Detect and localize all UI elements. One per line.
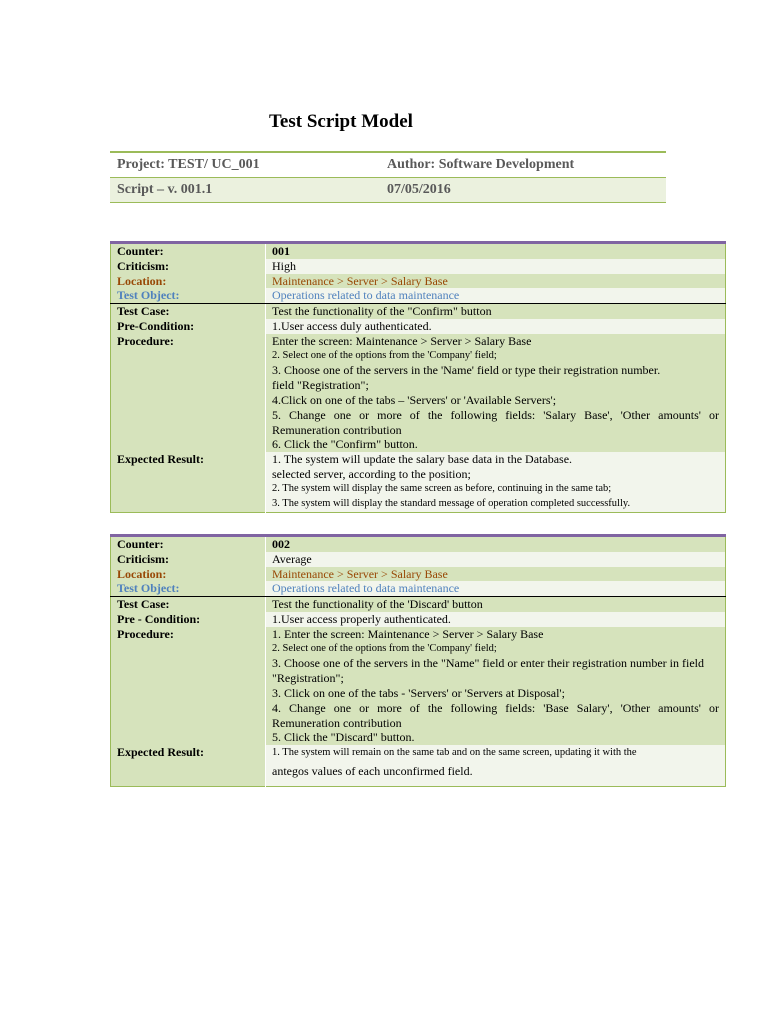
- project-label: Project: TEST/ UC_001: [110, 152, 380, 178]
- counter-value: 001: [266, 243, 726, 259]
- precondition-label: Pre - Condition:: [111, 612, 266, 627]
- procedure-step: field "Registration";: [272, 378, 369, 393]
- test-object-label: Test Object:: [111, 581, 266, 596]
- procedure-step: 5. Click the "Discard" button.: [272, 730, 415, 745]
- expected-item: 1. The system will update the salary base data in the Database.: [272, 452, 573, 467]
- script-version: Script – v. 001.1: [110, 178, 380, 203]
- expected-results: [266, 745, 726, 787]
- expected-item: selected server, according to the position;: [272, 466, 471, 481]
- procedure-label: Procedure:: [111, 334, 266, 452]
- criticism-label: Criticism:: [111, 259, 266, 274]
- test-table-001: [110, 241, 726, 513]
- precondition-label: Pre-Condition:: [111, 319, 266, 334]
- expected-item: antegos values of each unconfirmed field.: [272, 763, 473, 778]
- counter-label: Counter:: [111, 243, 266, 259]
- procedure-step: 2. Select one of the options from the 'Company' field;: [272, 349, 497, 361]
- procedure-step: 3. Choose one of the servers in the "Name" field or enter their registration number in field "Registration";: [272, 656, 704, 686]
- procedure-step: 6. Click the "Confirm" button.: [272, 437, 418, 452]
- procedure-step: 3. Choose one of the servers in the 'Name' field or type their registration number.: [272, 363, 661, 378]
- procedure-step: Enter the screen: Maintenance > Server > Salary Base: [272, 333, 532, 348]
- author-label: Author: Software Development: [380, 152, 666, 178]
- document-title: Test Script Model: [269, 111, 413, 132]
- expected-item: 2. The system will display the same screen as before, continuing in the same tab;: [272, 482, 612, 494]
- header-table: [110, 151, 666, 203]
- precondition-value: 1.User access duly authenticated.: [266, 319, 726, 334]
- test-case-value: Test the functionality of the "Confirm" button: [266, 304, 726, 319]
- location-label: Location:: [111, 567, 266, 582]
- expected-item: 3. The system will display the standard message of operation completed successfully.: [272, 497, 631, 509]
- procedure-step: 1. Enter the screen: Maintenance > Server > Salary Base: [272, 626, 544, 641]
- procedure-label: Procedure:: [111, 627, 266, 745]
- test-object-value: Operations related to data maintenance: [266, 581, 726, 596]
- script-date: 07/05/2016: [380, 178, 666, 203]
- test-case-label: Test Case:: [111, 304, 266, 319]
- test-object-value: Operations related to data maintenance: [266, 288, 726, 303]
- procedure-step: 5. Change one or more of the following fields: 'Salary Base', 'Other amounts' or Remuneration contribution: [272, 407, 719, 437]
- location-value: Maintenance > Server > Salary Base: [266, 274, 726, 289]
- test-object-label: Test Object:: [111, 288, 266, 303]
- criticism-label: Criticism:: [111, 552, 266, 567]
- precondition-value: 1.User access properly authenticated.: [266, 612, 726, 627]
- expected-label: Expected Result:: [111, 452, 266, 513]
- procedure-step: 4.Click on one of the tabs – 'Servers' or 'Available Servers';: [272, 392, 557, 407]
- counter-label: Counter:: [111, 536, 266, 552]
- procedure-step: 3. Click on one of the tabs - 'Servers' or 'Servers at Disposal';: [272, 685, 565, 700]
- criticism-value: Average: [266, 552, 726, 567]
- test-case-value: Test the functionality of the 'Discard' button: [266, 597, 726, 612]
- expected-label: Expected Result:: [111, 745, 266, 787]
- procedure-steps: [266, 627, 726, 745]
- expected-item: 1. The system will remain on the same tab and on the same screen, updating it with the: [272, 747, 637, 759]
- location-value: Maintenance > Server > Salary Base: [266, 567, 726, 582]
- counter-value: 002: [266, 536, 726, 552]
- procedure-steps: [266, 334, 726, 452]
- criticism-value: High: [266, 259, 726, 274]
- procedure-step: 2. Select one of the options from the 'Company' field;: [272, 642, 497, 654]
- test-table-002: [110, 534, 726, 787]
- test-case-label: Test Case:: [111, 597, 266, 612]
- location-label: Location:: [111, 274, 266, 289]
- procedure-step: 4. Change one or more of the following fields: 'Base Salary', 'Other amounts' or Remuneration contribution: [272, 700, 719, 730]
- expected-results: [266, 452, 726, 513]
